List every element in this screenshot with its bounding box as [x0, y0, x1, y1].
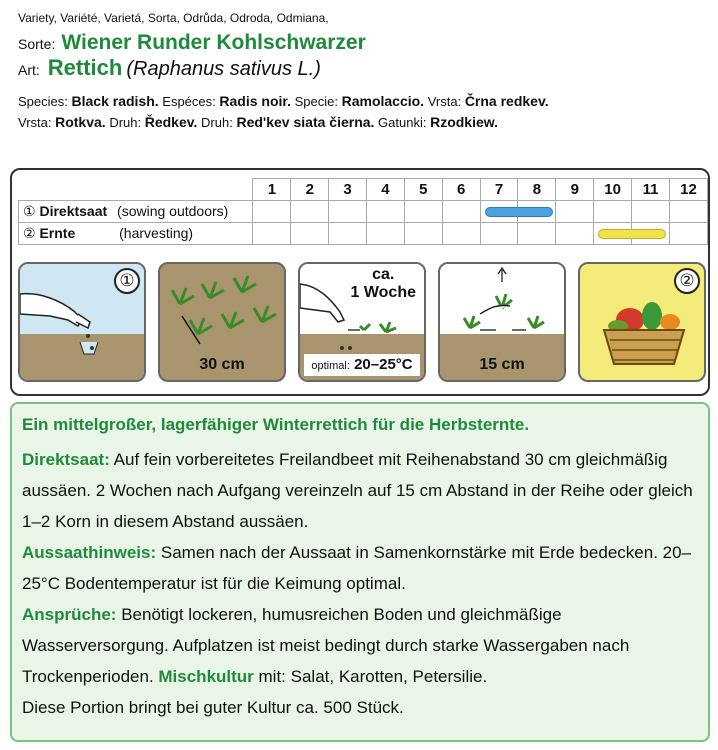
month-7: 7 — [480, 179, 518, 201]
para-body: Benötigt lockeren, humusreichen Boden und gleichmäßige Wasserversorgung. Aufplatzen ist meist bedingt durch starke Wassergaben nach Trockenperioden. — [22, 605, 630, 686]
species-label: Vrsta: — [18, 115, 52, 130]
species-label: Druh: — [109, 115, 142, 130]
calendar-panel — [10, 168, 710, 396]
species-label: Specie: — [294, 94, 338, 109]
aussaathinweis-paragraph — [22, 537, 698, 599]
para-heading: Aussaathinweis: — [22, 543, 157, 562]
para-body: Samen nach der Aussaat in Samenkornstärke mit Erde bedecken. 20–25°C Bodentemperatur ist für die Keimung optimal. — [22, 543, 692, 593]
row-marker: ① — [23, 203, 36, 219]
optimal-label: optimal: — [311, 360, 350, 372]
plant-distance-label: 15 cm — [479, 356, 525, 373]
duration-approx: ca. — [372, 266, 395, 283]
species-label: Species: — [18, 94, 68, 109]
month-9: 9 — [556, 179, 594, 201]
sorte-label: Sorte: — [18, 36, 56, 52]
month-8: 8 — [518, 179, 556, 201]
packet-header — [18, 10, 708, 133]
month-10: 10 — [594, 179, 632, 201]
species-translations — [18, 91, 708, 133]
month-11: 11 — [632, 179, 670, 201]
calendar-row-sowing — [19, 201, 708, 223]
step-number-2: ② — [674, 268, 700, 294]
species-value: Black radish. — [71, 93, 159, 109]
para-body: Auf fein vorbereitetes Freilandbeet mit Reihenabstand 30 cm gleichmäßig aussäen. 2 Wochen nach Aufgang vereinzeln auf 15 cm Abstand in der Reihe oder gleich 1–2 Korn in diesem Abstand aussäen. — [22, 450, 693, 531]
species-label: Vrsta: — [427, 94, 462, 109]
month-6: 6 — [442, 179, 480, 201]
species-value: Rotkva. — [55, 114, 106, 130]
variety-languages: Variety, Variété, Varietá, Sorta, Odrůda, Odroda, Odmiana, — [18, 11, 329, 25]
species-label: Espéces: — [162, 94, 216, 109]
duration-value: 1 Woche — [350, 284, 416, 301]
para-heading: Ansprüche: — [22, 605, 117, 624]
direktsaat-paragraph — [22, 444, 698, 537]
row-label: Direktsaat — [39, 203, 108, 219]
intro-text: Ein mittelgroßer, lagerfähiger Winterrettich für die Herbsternte. — [22, 415, 530, 434]
row-sub: (sowing outdoors) — [117, 203, 229, 219]
month-12: 12 — [669, 179, 707, 201]
tile-sowing — [18, 262, 146, 382]
month-1: 1 — [253, 179, 291, 201]
row-label: Ernte — [39, 225, 76, 241]
species-name: Rettich — [47, 55, 123, 80]
description-box — [10, 402, 710, 742]
row-sub: (harvesting) — [119, 225, 194, 241]
ansprueche-paragraph — [22, 599, 698, 692]
thinning-illustration — [440, 264, 564, 364]
species-value: Radis noir. — [219, 93, 291, 109]
species-line-2 — [18, 112, 708, 133]
latin-name: (Raphanus sativus L.) — [126, 58, 321, 80]
tile-harvest — [578, 262, 706, 382]
species-value: Ramolaccio. — [341, 93, 425, 109]
optimal-temperature — [304, 354, 420, 376]
month-5: 5 — [404, 179, 442, 201]
sorte-line — [18, 32, 708, 55]
species-value: Rzodkiew. — [430, 114, 499, 130]
species-label: Druh: — [201, 115, 233, 130]
species-label: Gatunki: — [378, 115, 427, 130]
art-line — [18, 55, 708, 83]
mischkultur-body: mit: Salat, Karotten, Petersilie. — [253, 667, 488, 686]
instruction-tiles — [18, 262, 704, 382]
row-distance-label: 30 cm — [199, 356, 245, 373]
art-label: Art: — [18, 62, 40, 78]
step-number-1: ① — [114, 268, 140, 294]
para-heading: Direktsaat: — [22, 450, 110, 469]
mischkultur-heading: Mischkultur — [158, 667, 254, 686]
species-line-1 — [18, 91, 708, 112]
month-3: 3 — [329, 179, 367, 201]
species-value: Ředkev. — [144, 114, 198, 130]
portion-paragraph: Diese Portion bringt bei guter Kultur ca. 500 Stück. — [22, 698, 404, 717]
seedlings-rows-illustration — [160, 264, 284, 354]
row-marker: ② — [23, 225, 36, 241]
species-value: Red'kev siata čierna. — [236, 114, 375, 130]
calendar-row-harvest — [19, 223, 708, 245]
germination-duration — [351, 266, 417, 302]
month-2: 2 — [291, 179, 329, 201]
month-4: 4 — [367, 179, 405, 201]
sowing-calendar — [18, 178, 708, 245]
tile-row-spacing — [158, 262, 286, 382]
tile-germination — [298, 262, 426, 382]
species-value: Črna redkev. — [464, 93, 549, 109]
temperature-value: 20–25°C — [354, 356, 413, 373]
tile-thinning — [438, 262, 566, 382]
variety-name: Wiener Runder Kohlschwarzer — [61, 31, 366, 54]
month-header-row — [19, 179, 708, 201]
